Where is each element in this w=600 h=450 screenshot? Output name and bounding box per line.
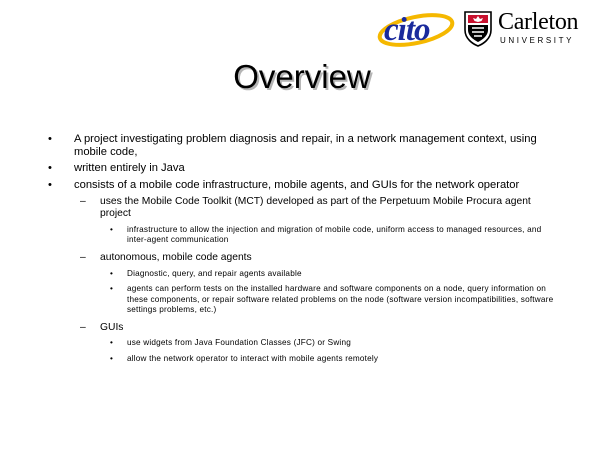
bullet-marker: •	[48, 162, 52, 175]
sub-sub-bullet-item	[0, 284, 560, 316]
sub-sub-bullet-item	[0, 338, 560, 349]
bullet-marker: •	[110, 224, 114, 234]
carleton-wordmark	[498, 10, 592, 45]
bullet-marker: •	[48, 133, 52, 145]
carleton-crest-icon	[463, 10, 493, 53]
slide-title: Overview	[233, 58, 371, 95]
bullet-marker: •	[110, 353, 114, 363]
bullet-item	[0, 179, 560, 192]
sub-bullet-item	[0, 322, 560, 335]
bullet-marker: •	[110, 268, 114, 278]
sub-bullet-text: autonomous, mobile code agents	[100, 252, 252, 263]
sub-sub-bullet-text: allow the network operator to interact with mobile agents remotely	[127, 353, 379, 363]
slide-content	[0, 133, 560, 370]
sub-sub-bullet-item	[0, 225, 560, 246]
bullet-marker: •	[48, 179, 52, 192]
sub-sub-bullet-text: infrastructure to allow the injection and migration of mobile code, uniform access to managed resources, and inter-agent communication	[127, 224, 542, 245]
sub-sub-bullet-item	[0, 354, 560, 365]
sub-sub-bullet-text: agents can perform tests on the installed hardware and software components on a node, query information on these components, or repair software related problems on the node (software version incompatibilities, software settings problems, etc.)	[127, 284, 554, 315]
dash-marker: –	[80, 195, 86, 207]
sub-sub-bullet-text: use widgets from Java Foundation Classes (JFC) or Swing	[127, 338, 351, 348]
bullet-marker: •	[110, 338, 114, 348]
sub-bullet-text: uses the Mobile Code Toolkit (MCT) developed as part of the Perpetuum Mobile Procura agent project	[100, 195, 531, 220]
bullet-item	[0, 162, 560, 175]
bullet-text: written entirely in Java	[74, 162, 185, 175]
dash-marker: –	[80, 321, 86, 333]
bullet-text: consists of a mobile code infrastructure, mobile agents, and GUIs for the network operator	[74, 179, 520, 192]
bullet-marker: •	[110, 284, 114, 294]
sub-sub-bullet-item	[0, 269, 560, 280]
cito-logo-text: cito	[384, 12, 430, 47]
sub-sub-bullet-text: Diagnostic, query, and repair agents available	[127, 268, 302, 278]
dash-marker: –	[80, 252, 86, 263]
carleton-wordmark-subtitle: UNIVERSITY	[500, 36, 575, 45]
sub-bullet-item	[0, 252, 560, 265]
logo-area	[370, 8, 592, 50]
bullet-item	[0, 133, 560, 158]
carleton-wordmark-name: Carleton	[498, 9, 579, 35]
sub-bullet-text: GUIs	[100, 321, 124, 333]
bullet-text: A project investigating problem diagnosis and repair, in a network management context, using mobile code,	[74, 133, 537, 158]
sub-bullet-item	[0, 196, 560, 221]
cito-logo-icon	[376, 11, 462, 52]
